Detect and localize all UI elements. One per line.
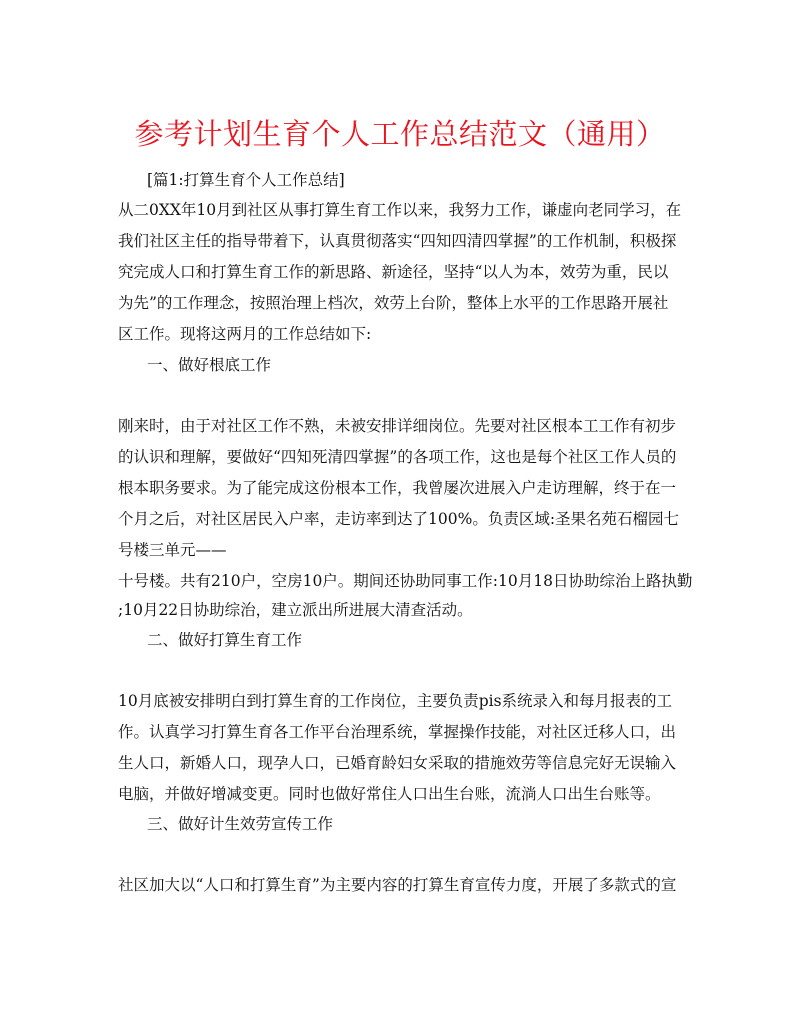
- paragraph-line: 号楼三单元——: [118, 541, 227, 559]
- paragraph-line: 刚来时，由于对社区工作不熟，未被安排详细岗位。先要对社区根本工工作有初步: [118, 417, 677, 435]
- section-heading: 三、做好计生效劳宣传工作: [147, 815, 334, 833]
- section-heading: 一、做好根底工作: [147, 356, 272, 374]
- paragraph-line: 10月底被安排明白到打算生育的工作岗位，主要负责pis系统录入和每月报表的工: [118, 692, 673, 710]
- paragraph-line: 电脑，并做好增减变更。同时也做好常住人口出生台账，流淌人口出生台账等。: [118, 785, 661, 803]
- section-label: [篇1:打算生育个人工作总结]: [147, 171, 345, 189]
- paragraph-line: 区工作。现将这两月的工作总结如下:: [118, 325, 372, 343]
- document-title: 参考计划生育个人工作总结范文（通用）: [134, 117, 666, 151]
- paragraph-line: 个月之后，对社区居民入户率，走访率到达了100%。负责区域:圣果名苑石榴园七: [118, 510, 680, 528]
- paragraph-line: 从二0XX年10月到社区从事打算生育工作以来，我努力工作，谦虚向老同学习，在: [118, 201, 682, 219]
- paragraph-line: 究完成人口和打算生育工作的新思路、新途径，坚持“以人为本，效劳为重，民以: [118, 263, 669, 281]
- paragraph-line: 根本职务要求。为了能完成这份根本工作，我曾屡次进展入户走访理解，终于在一: [118, 479, 677, 497]
- paragraph-line: 为先”的工作理念，按照治理上档次，效劳上台阶，整体上水平的工作思路开展社: [118, 294, 669, 312]
- paragraph-line: 社区加大以“人口和打算生育”为主要内容的打算生育宣传力度，开展了多款式的宣: [118, 876, 677, 894]
- paragraph-line: 的认识和理解，要做好“四知死清四掌握”的各项工作，这也是每个社区工作人员的: [118, 448, 677, 466]
- paragraph-line: 作。认真学习打算生育各工作平台治理系统，掌握操作技能，对社区迁移人口，出: [118, 723, 677, 741]
- section-heading: 二、做好打算生育工作: [147, 631, 303, 649]
- paragraph-line: ;10月22日协助综治，建立派出所进展大清查活动。: [118, 601, 473, 619]
- paragraph-line: 我们社区主任的指导带着下，认真贯彻落实“四知四清四掌握”的工作机制，积极探: [118, 232, 677, 250]
- paragraph-line: 十号楼。共有210户，空房10户。期间还协助同事工作:10月18日协助综治上路执勤: [118, 572, 693, 590]
- paragraph-line: 生人口，新婚人口，现孕人口，已婚育龄妇女采取的措施效劳等信息完好无误输入: [118, 754, 677, 772]
